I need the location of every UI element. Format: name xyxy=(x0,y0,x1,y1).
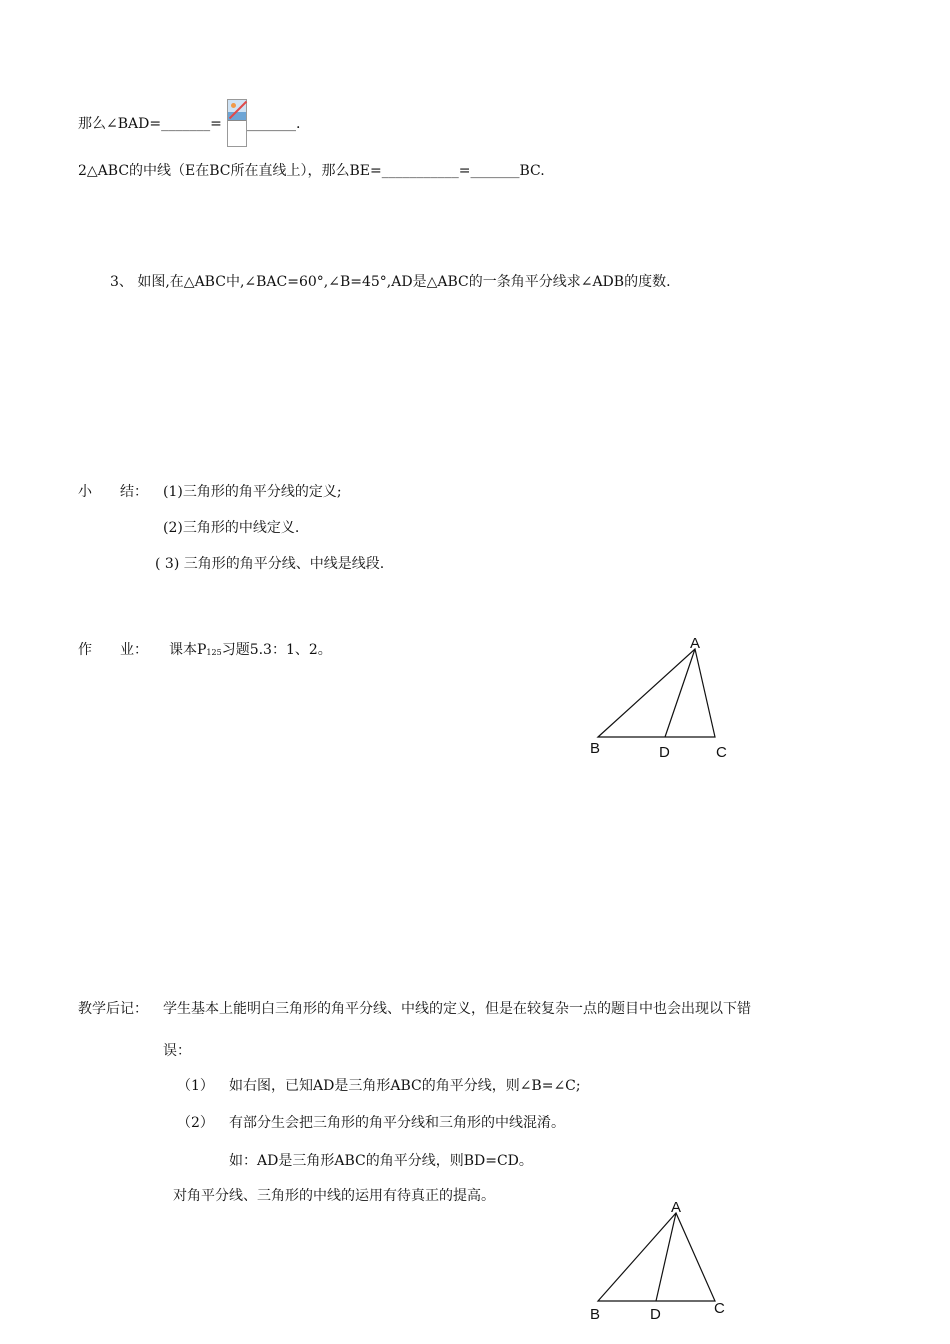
triangle-abc-2 xyxy=(598,1213,715,1301)
homework-text: 课本$P_{125}$习题5.3：1、2。 xyxy=(169,642,332,658)
summary-label: 小 结： xyxy=(78,484,148,500)
reflection-item-2-example: 如：AD是三角形ABC的角平分线，则BD=CD。 xyxy=(229,1153,533,1169)
reflection-conclusion: 对角平分线、三角形的中线的运用有待真正的提高。 xyxy=(173,1188,495,1204)
homework-label: 作 业： xyxy=(78,642,148,658)
label-b-2: B xyxy=(590,1306,601,1323)
question-3: 3、 如图,在△ABC中,∠BAC=60°,∠B=45°,AD是△ABC的一条角平分线求∠ADB的度数. xyxy=(110,274,671,290)
label-d-1: D xyxy=(659,744,670,761)
label-c-1: C xyxy=(716,744,727,761)
median-question: 2△ABC的中线（E在BC所在直线上），那么BE=___________=_______BC. xyxy=(78,163,545,179)
summary-item-1: (1)三角形的角平分线的定义; xyxy=(163,484,342,500)
reflection-item-1-number: （1） xyxy=(177,1078,214,1094)
label-a-1: A xyxy=(690,635,701,652)
label-b-1: B xyxy=(590,740,601,757)
summary-item-2: (2)三角形的中线定义. xyxy=(163,520,300,536)
reflection-label: 教学后记： xyxy=(78,1001,148,1017)
segment-ad-2 xyxy=(656,1213,676,1301)
reflection-item-2: 有部分生会把三角形的角平分线和三角形的中线混淆。 xyxy=(229,1115,565,1131)
label-a-2: A xyxy=(671,1199,682,1216)
reflection-item-1: 如右图，已知AD是三角形ABC的角平分线，则∠B=∠C; xyxy=(229,1078,581,1094)
fill-blank-bad-end: _______. xyxy=(247,116,301,132)
triangle-figure-2 xyxy=(580,1194,750,1329)
summary-item-3: ( 3) 三角形的角平分线、中线是线段. xyxy=(155,556,385,572)
broken-image-icon xyxy=(227,99,247,147)
label-c-2: C xyxy=(714,1300,725,1317)
triangle-figure-1 xyxy=(580,630,750,765)
reflection-paragraph-1: 学生基本上能明白三角形的角平分线、中线的定义，但是在较复杂一点的题目中也会出现以下错 xyxy=(163,1001,751,1017)
triangle-abc-1 xyxy=(598,649,715,737)
page-number-subscript: 125 xyxy=(206,648,222,657)
label-d-2: D xyxy=(650,1306,661,1323)
fill-blank-bad: 那么∠BAD=_______= xyxy=(78,116,222,132)
reflection-item-2-number: （2） xyxy=(177,1115,214,1131)
reflection-paragraph-1-end: 误： xyxy=(163,1043,191,1059)
